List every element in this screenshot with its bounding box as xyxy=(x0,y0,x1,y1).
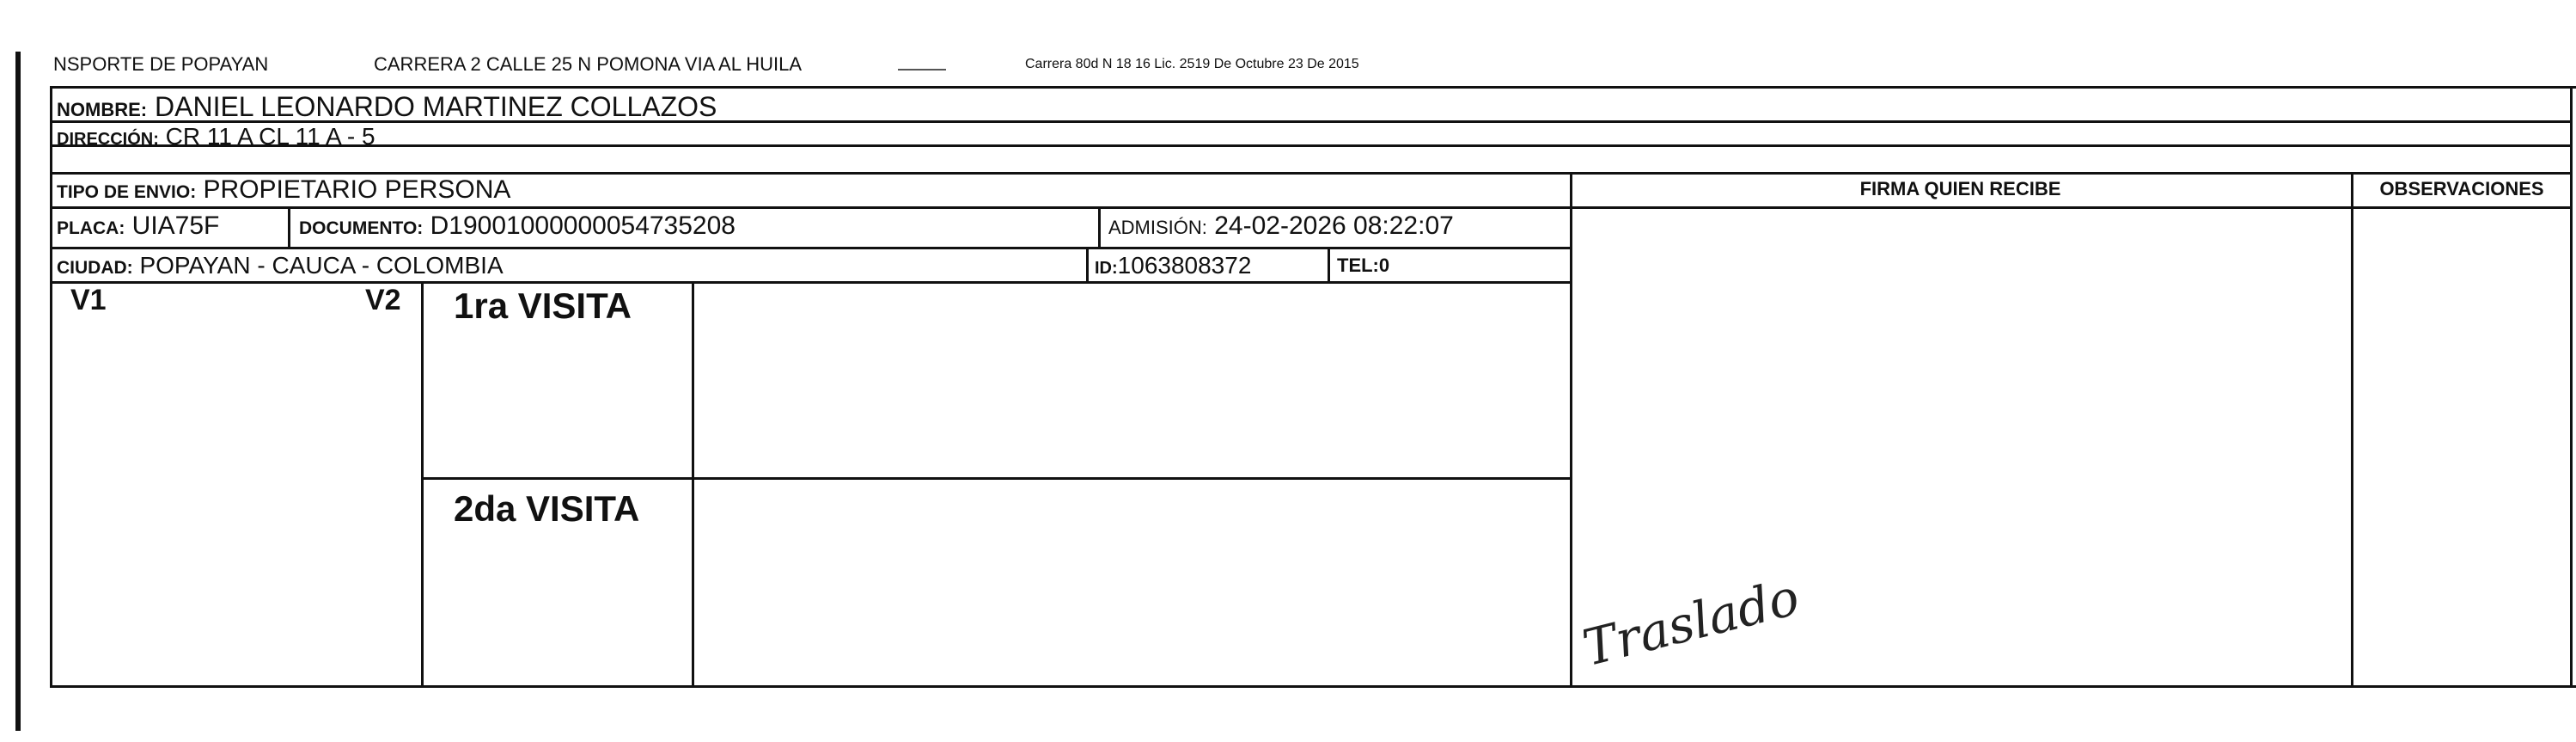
second-visit-title: 2da VISITA xyxy=(454,488,640,529)
firma-header: FIRMA QUIEN RECIBE xyxy=(1859,178,2061,199)
ciudad-row xyxy=(57,252,504,279)
header-license: Carrera 80d N 18 16 Lic. 2519 De Octubre 23 De 2015 xyxy=(1025,57,1359,71)
tel-row xyxy=(1337,254,1389,277)
documento-value: D19001000000054735208 xyxy=(430,212,736,240)
placa-label: PLACA: xyxy=(57,218,125,238)
observaciones-header: OBSERVACIONES xyxy=(2379,178,2544,199)
id-value: 1063808372 xyxy=(1117,252,1252,279)
tipo-row xyxy=(57,175,510,205)
documento-row xyxy=(299,212,736,241)
ciudad-value: POPAYAN - CAUCA - COLOMBIA xyxy=(139,252,504,279)
tipo-label: TIPO DE ENVIO: xyxy=(57,182,197,202)
admision-row xyxy=(1108,212,1454,241)
v1-label: V1 xyxy=(70,284,107,316)
barcode xyxy=(1611,50,2376,76)
first-visit-title: 1ra VISITA xyxy=(454,285,632,326)
direccion-row xyxy=(57,123,375,150)
direccion-label: DIRECCIÓN: xyxy=(57,130,159,149)
tipo-value: PROPIETARIO PERSONA xyxy=(203,175,511,204)
nombre-value: DANIEL LEONARDO MARTINEZ COLLAZOS xyxy=(155,91,717,122)
id-row xyxy=(1095,252,1251,279)
ciudad-label: CIUDAD: xyxy=(57,258,133,278)
header-company: NSPORTE DE POPAYAN xyxy=(53,53,269,75)
header-address: CARRERA 2 CALLE 25 N POMONA VIA AL HUILA xyxy=(374,53,803,75)
v2-label: V2 xyxy=(365,284,401,316)
header-logo xyxy=(898,57,946,71)
admision-value: 24-02-2026 08:22:07 xyxy=(1214,212,1454,240)
nombre-label: NOMBRE: xyxy=(57,99,148,120)
left-edge-bar xyxy=(15,52,21,731)
nombre-row xyxy=(57,91,717,123)
placa-row xyxy=(57,212,219,241)
placa-value: UIA75F xyxy=(131,212,220,240)
id-label: ID: xyxy=(1095,259,1118,278)
tel-label: TEL: xyxy=(1337,254,1379,276)
tel-value: 0 xyxy=(1378,254,1390,276)
signature: Traslado xyxy=(1577,567,1805,678)
documento-label: DOCUMENTO: xyxy=(299,218,424,238)
admision-label: ADMISIÓN: xyxy=(1108,217,1207,238)
direccion-value: CR 11 A CL 11 A - 5 xyxy=(165,123,375,150)
